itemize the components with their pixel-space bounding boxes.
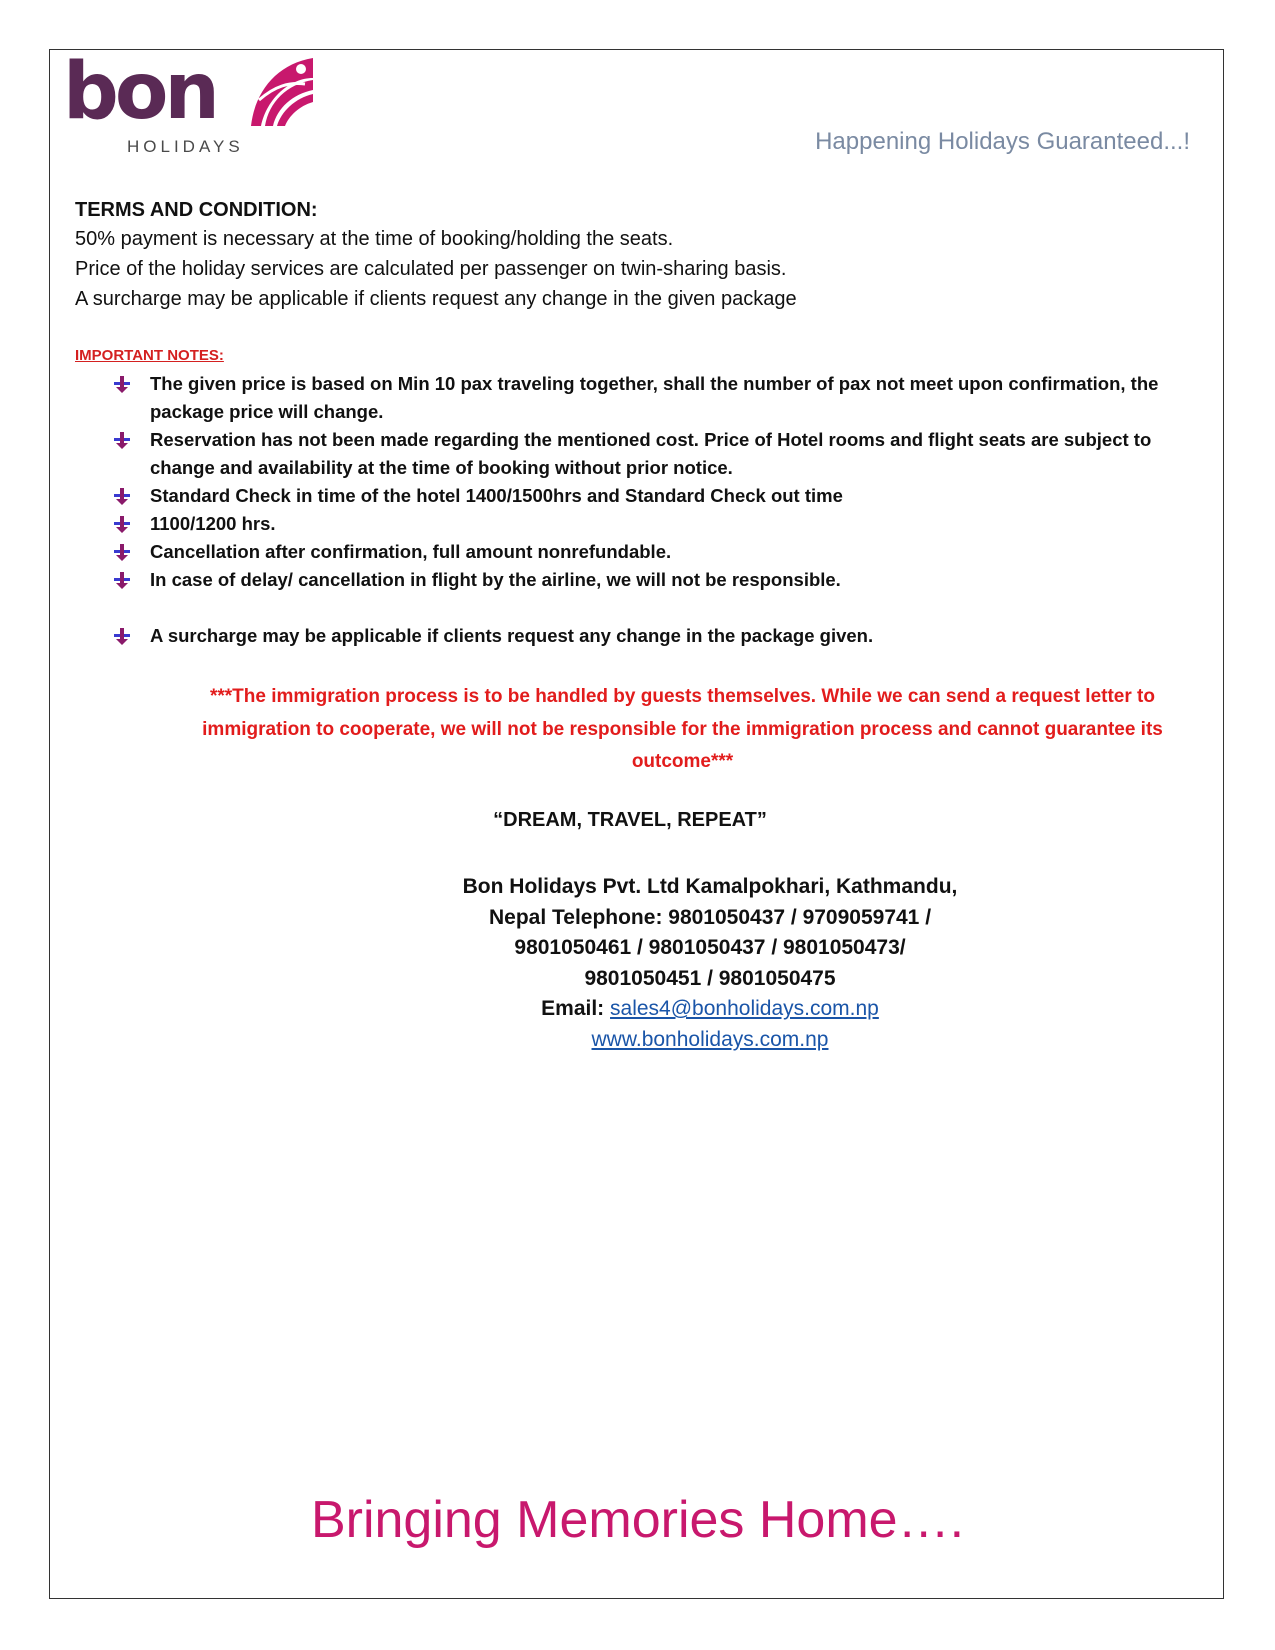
down-arrow-bullet-icon	[113, 516, 131, 534]
terms-heading: TERMS AND CONDITION:	[75, 199, 318, 221]
website-row	[440, 1025, 980, 1056]
note-item	[112, 426, 1202, 482]
note-item	[112, 566, 1202, 594]
note-text: Standard Check in time of the hotel 1400/1500hrs and Standard Check out time	[150, 485, 843, 506]
down-arrow-bullet-icon	[113, 376, 131, 394]
note-item	[112, 510, 1202, 538]
note-item	[112, 370, 1202, 426]
terms-section	[75, 196, 1175, 314]
note-text: The given price is based on Min 10 pax traveling together, shall the number of pax not meet upon confirmation, the package price will change.	[150, 373, 1159, 422]
email-label: Email:	[541, 997, 605, 1020]
down-arrow-bullet-icon	[113, 628, 131, 646]
contact-line: Nepal Telephone: 9801050437 / 9709059741 /	[488, 905, 932, 929]
logo-subtitle: HOLIDAYS	[127, 137, 244, 156]
note-item	[112, 538, 1202, 566]
down-arrow-bullet-icon	[113, 544, 131, 562]
logo-word: bon	[63, 47, 216, 137]
logo-swirl-icon	[245, 56, 317, 128]
note-text: Reservation has not been made regarding the mentioned cost. Price of Hotel rooms and flight seats are subject to change and availability at the time of booking without prior notice.	[150, 429, 1152, 478]
terms-line: 50% payment is necessary at the time of booking/holding the seats.	[75, 228, 674, 250]
contact-line: Bon Holidays Pvt. Ltd Kamalpokhari, Kathmandu,	[462, 875, 958, 898]
company-logo	[63, 47, 333, 162]
terms-line: A surcharge may be applicable if clients request any change in the given package	[75, 288, 797, 310]
motto: “DREAM, TRAVEL, REPEAT”	[493, 809, 767, 831]
email-link[interactable]: sales4@bonholidays.com.np	[610, 997, 879, 1020]
important-notes-list	[112, 370, 1202, 650]
note-item	[112, 622, 1202, 650]
note-text: A surcharge may be applicable if clients request any change in the package given.	[150, 625, 874, 646]
important-notes-heading: IMPORTANT NOTES:	[75, 347, 224, 364]
email-row	[440, 994, 980, 1025]
down-arrow-bullet-icon	[113, 572, 131, 590]
note-text: Cancellation after confirmation, full amount nonrefundable.	[150, 541, 672, 562]
note-item	[112, 482, 1202, 510]
down-arrow-bullet-icon	[113, 432, 131, 450]
down-arrow-bullet-icon	[113, 488, 131, 506]
website-link[interactable]: www.bonholidays.com.np	[591, 1027, 829, 1051]
footer-slogan: Bringing Memories Home….	[310, 1491, 965, 1549]
contact-line: 9801050461 / 9801050437 / 9801050473/	[514, 936, 906, 959]
note-text: 1100/1200 hrs.	[150, 513, 276, 534]
header-tagline: Happening Holidays Guaranteed...!	[815, 128, 1190, 155]
contact-line: 9801050451 / 9801050475	[584, 966, 836, 990]
terms-line: Price of the holiday services are calculated per passenger on twin-sharing basis.	[75, 258, 787, 280]
note-text: In case of delay/ cancellation in flight by the airline, we will not be responsible.	[150, 569, 841, 590]
immigration-warning: ***The immigration process is to be handled by guests themselves. While we can send a request letter to immigration to cooperate, we will not be responsible for the immigration process and cannot guarantee its outcome***	[202, 686, 1163, 772]
contact-block	[440, 872, 980, 1055]
